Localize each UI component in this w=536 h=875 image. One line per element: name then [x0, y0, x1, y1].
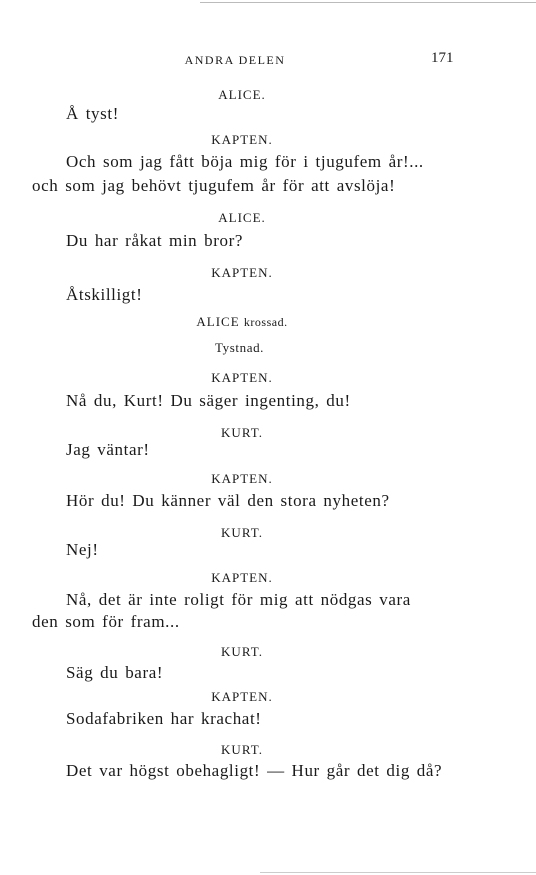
speaker-name: KURT.	[221, 525, 263, 540]
stage-direction: Tystnad.	[215, 340, 265, 355]
speaker-name: KAPTEN.	[211, 689, 273, 704]
speech-line: Sodafabriken har krachat!	[66, 709, 262, 728]
running-head: ANDRA DELEN	[184, 53, 286, 67]
speaker-cue	[0, 314, 484, 330]
speaker-cue	[0, 210, 484, 226]
speech-line: Du har råkat min bror?	[66, 231, 243, 250]
speech-line: Och som jag fått böja mig för i tjugufem år!...	[66, 152, 424, 171]
speech-line: Hör du! Du känner väl den stora nyheten?	[66, 491, 390, 510]
bottom-rule	[260, 872, 536, 873]
speech-line: och som jag behövt tjugufem år för att avslöja!	[32, 176, 396, 195]
speaker-name: KAPTEN.	[211, 471, 273, 486]
speaker-name: KAPTEN.	[211, 570, 273, 585]
speaker-name: KURT.	[221, 644, 263, 659]
speaker-name: KURT.	[221, 425, 263, 440]
speaker-cue	[0, 644, 484, 660]
speaker-cue	[0, 265, 484, 281]
top-rule	[200, 2, 536, 3]
speaker-name: KURT.	[221, 742, 263, 757]
speaker-cue	[0, 87, 484, 103]
speaker-cue	[0, 689, 484, 705]
speaker-cue	[0, 425, 484, 441]
speech-line: Nå, det är inte roligt för mig att nödgas vara	[66, 590, 411, 609]
speech-line: Säg du bara!	[66, 663, 164, 682]
speaker-name: KAPTEN.	[211, 265, 273, 280]
speaker-name: KAPTEN.	[211, 370, 273, 385]
speech-line: Jag väntar!	[66, 440, 150, 459]
speaker-cue	[0, 132, 484, 148]
speaker-name: ALICE.	[218, 210, 266, 225]
speaker-name: KAPTEN.	[211, 132, 273, 147]
speaker-cue	[0, 570, 484, 586]
speech-line: Nej!	[66, 540, 99, 559]
speaker-cue	[0, 525, 484, 541]
speech-line: den som för fram...	[32, 612, 180, 631]
speaker-name: ALICE.	[218, 87, 266, 102]
speech-line: Å tyst!	[66, 104, 119, 123]
page-number: 171	[431, 50, 454, 66]
speech-line: Åtskilligt!	[66, 285, 143, 304]
speaker-cue	[0, 370, 484, 386]
speaker-name: ALICE	[196, 314, 240, 329]
page-header	[0, 50, 536, 70]
speaker-cue	[0, 471, 484, 487]
speech-line: Nå du, Kurt! Du säger ingenting, du!	[66, 391, 351, 410]
speech-line: Det var högst obehagligt! — Hur går det dig då?	[66, 761, 443, 780]
speaker-cue	[0, 742, 484, 758]
speaker-direction: krossad.	[243, 315, 288, 329]
